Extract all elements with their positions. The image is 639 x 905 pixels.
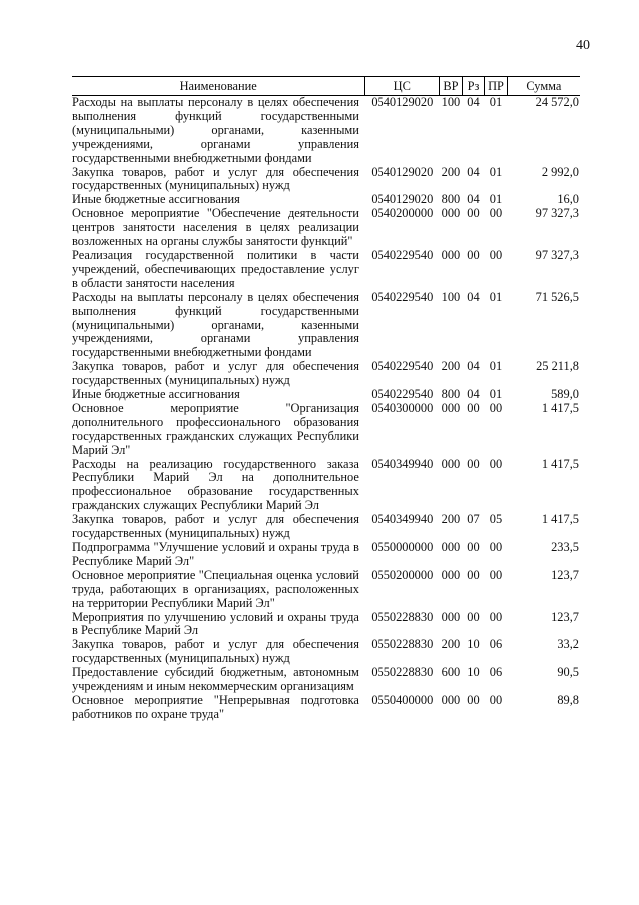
cell-rz: 04 bbox=[467, 164, 480, 179]
cell-rz: 04 bbox=[467, 95, 480, 109]
cell-vr: 100 bbox=[441, 289, 461, 304]
table-row bbox=[72, 666, 580, 694]
cell-pr: 01 bbox=[489, 192, 503, 207]
cell-rz: 04 bbox=[467, 192, 480, 207]
cell-pr: 00 bbox=[489, 400, 503, 415]
cell-sum: 233,5 bbox=[551, 540, 579, 554]
cell-rz: 00 bbox=[467, 400, 480, 415]
cell-vr: 200 bbox=[441, 637, 461, 652]
table-row bbox=[72, 166, 580, 194]
cell-name: Реализация государственной политики в части учреждений, обеспечивающих предоставление услуг в области занятости населения bbox=[72, 247, 359, 290]
cell-vr: 000 bbox=[441, 400, 461, 415]
cell-sum: 90,5 bbox=[557, 665, 579, 680]
cell-name: Закупка товаров, работ и услуг для обеспечения государственных (муниципальных) нужд bbox=[72, 637, 359, 666]
table-row bbox=[72, 193, 580, 207]
table-row bbox=[72, 694, 580, 722]
cell-cs: 0550228830 bbox=[371, 637, 434, 652]
cell-rz: 00 bbox=[467, 567, 480, 582]
cell-pr: 06 bbox=[489, 665, 503, 680]
cell-name: Закупка товаров, работ и услуг для обеспечения государственных (муниципальных) нужд bbox=[72, 164, 359, 193]
cell-cs: 0540229540 bbox=[371, 247, 434, 262]
cell-sum: 1 417,5 bbox=[541, 512, 579, 527]
table-row bbox=[72, 402, 580, 458]
cell-vr: 000 bbox=[441, 206, 461, 221]
cell-name: Расходы на выплаты персоналу в целях обеспечения выполнения функций государственными (муниципальными) органами, казенными учреждениями, органами управления государственными внебюджетными фондами bbox=[72, 95, 359, 165]
table-header bbox=[72, 77, 580, 96]
cell-vr: 000 bbox=[441, 247, 461, 262]
cell-name: Закупка товаров, работ и услуг для обеспечения государственных (муниципальных) нужд bbox=[72, 359, 359, 388]
cell-pr: 00 bbox=[489, 206, 503, 221]
cell-rz: 07 bbox=[467, 512, 480, 527]
table-row bbox=[72, 513, 580, 541]
cell-vr: 200 bbox=[441, 359, 461, 374]
cell-cs: 0550228830 bbox=[371, 609, 434, 624]
cell-sum: 1 417,5 bbox=[541, 456, 579, 471]
header-sum: Сумма bbox=[507, 77, 580, 96]
table-row bbox=[72, 611, 580, 639]
cell-cs: 0550400000 bbox=[371, 692, 434, 707]
cell-vr: 000 bbox=[441, 692, 461, 707]
cell-sum: 97 327,3 bbox=[535, 206, 579, 221]
cell-cs: 0540200000 bbox=[371, 206, 434, 221]
header-pr: ПР bbox=[485, 77, 508, 96]
budget-table bbox=[72, 76, 580, 722]
cell-sum: 97 327,3 bbox=[535, 247, 579, 262]
cell-rz: 00 bbox=[467, 692, 480, 707]
cell-cs: 0540349940 bbox=[371, 512, 434, 527]
cell-pr: 00 bbox=[489, 692, 503, 707]
cell-name: Основное мероприятие "Организация дополнительного профессионального образования государственных гражданских служащих Республики Марий Эл" bbox=[72, 400, 359, 457]
cell-rz: 00 bbox=[467, 247, 480, 262]
cell-name: Закупка товаров, работ и услуг для обеспечения государственных (муниципальных) нужд bbox=[72, 512, 359, 541]
cell-pr: 05 bbox=[489, 512, 503, 527]
cell-name: Основное мероприятие "Непрерывная подготовка работников по охране труда" bbox=[72, 692, 359, 721]
cell-cs: 0550200000 bbox=[371, 567, 434, 582]
cell-cs: 0540129020 bbox=[371, 164, 434, 179]
cell-pr: 01 bbox=[489, 359, 503, 374]
cell-name: Расходы на выплаты персоналу в целях обеспечения выполнения функций государственными (муниципальными) органами, казенными учреждениями, органами управления государственными внебюджетными фондами bbox=[72, 289, 359, 360]
table-body bbox=[72, 96, 580, 722]
cell-name: Расходы на реализацию государственного заказа Республики Марий Эл на дополнительное профессиональное образование государственных гражданских служащих Республики Марий Эл bbox=[72, 456, 359, 513]
header-vr: ВР bbox=[440, 77, 463, 96]
cell-rz: 04 bbox=[467, 387, 480, 402]
cell-pr: 00 bbox=[489, 567, 503, 582]
table-row bbox=[72, 388, 580, 402]
cell-vr: 000 bbox=[441, 609, 461, 624]
header-cs: ЦС bbox=[365, 77, 440, 96]
cell-rz: 00 bbox=[467, 609, 480, 624]
cell-pr: 00 bbox=[489, 540, 503, 554]
cell-name: Подпрограмма "Улучшение условий и охраны труда в Республике Марий Эл" bbox=[72, 540, 359, 568]
cell-cs: 0540300000 bbox=[371, 400, 434, 415]
cell-vr: 000 bbox=[441, 567, 461, 582]
cell-rz: 10 bbox=[467, 637, 480, 652]
cell-cs: 0540229540 bbox=[371, 359, 434, 374]
table-row bbox=[72, 541, 580, 569]
cell-sum: 24 572,0 bbox=[535, 95, 579, 109]
cell-rz: 10 bbox=[467, 665, 480, 680]
cell-sum: 123,7 bbox=[551, 609, 579, 624]
cell-rz: 04 bbox=[467, 289, 480, 304]
cell-rz: 00 bbox=[467, 540, 480, 554]
cell-name: Предоставление субсидий бюджетным, автономным учреждениям и иным некоммерческим организациям bbox=[72, 665, 359, 694]
cell-name: Мероприятия по улучшению условий и охраны труда в Республике Марий Эл bbox=[72, 609, 359, 638]
cell-cs: 0540229540 bbox=[371, 289, 434, 304]
cell-sum: 89,8 bbox=[557, 692, 579, 707]
cell-cs: 0540229540 bbox=[371, 387, 434, 402]
cell-sum: 2 992,0 bbox=[541, 164, 579, 179]
cell-name: Основное мероприятие "Специальная оценка условий труда, работающих в организациях, расположенных на территории Республики Марий Эл" bbox=[72, 567, 359, 610]
cell-vr: 200 bbox=[441, 512, 461, 527]
table-row bbox=[72, 207, 580, 249]
cell-vr: 000 bbox=[441, 456, 461, 471]
cell-pr: 00 bbox=[489, 247, 503, 262]
cell-sum: 25 211,8 bbox=[536, 359, 579, 374]
cell-pr: 01 bbox=[489, 387, 503, 402]
table-row bbox=[72, 458, 580, 514]
cell-cs: 0550228830 bbox=[371, 665, 434, 680]
cell-pr: 01 bbox=[489, 164, 503, 179]
table-row bbox=[72, 569, 580, 611]
cell-rz: 00 bbox=[467, 206, 480, 221]
cell-pr: 00 bbox=[489, 609, 503, 624]
header-name: Наименование bbox=[72, 77, 365, 96]
table-row bbox=[72, 360, 580, 388]
cell-cs: 0540129020 bbox=[371, 192, 434, 207]
cell-cs: 0540129020 bbox=[371, 95, 434, 109]
cell-cs: 0550000000 bbox=[371, 540, 434, 554]
page-number: 40 bbox=[576, 38, 590, 53]
cell-vr: 800 bbox=[441, 192, 461, 207]
cell-sum: 71 526,5 bbox=[535, 289, 579, 304]
header-rz: Рз bbox=[462, 77, 485, 96]
cell-pr: 01 bbox=[489, 95, 503, 109]
cell-vr: 100 bbox=[441, 95, 461, 109]
cell-name: Иные бюджетные ассигнования bbox=[72, 192, 240, 207]
cell-name: Основное мероприятие "Обеспечение деятельности центров занятости населения в целях реализации возложенных на органы службы занятости функций" bbox=[72, 206, 359, 249]
table-row bbox=[72, 638, 580, 666]
cell-vr: 800 bbox=[441, 387, 461, 402]
cell-pr: 06 bbox=[489, 637, 503, 652]
cell-name: Иные бюджетные ассигнования bbox=[72, 387, 240, 402]
cell-sum: 33,2 bbox=[557, 637, 579, 652]
cell-pr: 01 bbox=[489, 289, 503, 304]
cell-vr: 000 bbox=[441, 540, 461, 554]
cell-sum: 589,0 bbox=[551, 387, 579, 402]
table-row bbox=[72, 249, 580, 291]
cell-sum: 16,0 bbox=[557, 192, 579, 207]
cell-cs: 0540349940 bbox=[371, 456, 434, 471]
cell-sum: 123,7 bbox=[551, 567, 579, 582]
cell-rz: 04 bbox=[467, 359, 480, 374]
cell-rz: 00 bbox=[467, 456, 480, 471]
table-row bbox=[72, 291, 580, 361]
cell-pr: 00 bbox=[489, 456, 503, 471]
cell-sum: 1 417,5 bbox=[541, 400, 579, 415]
cell-vr: 600 bbox=[441, 665, 461, 680]
cell-vr: 200 bbox=[441, 164, 461, 179]
table-row bbox=[72, 96, 580, 166]
